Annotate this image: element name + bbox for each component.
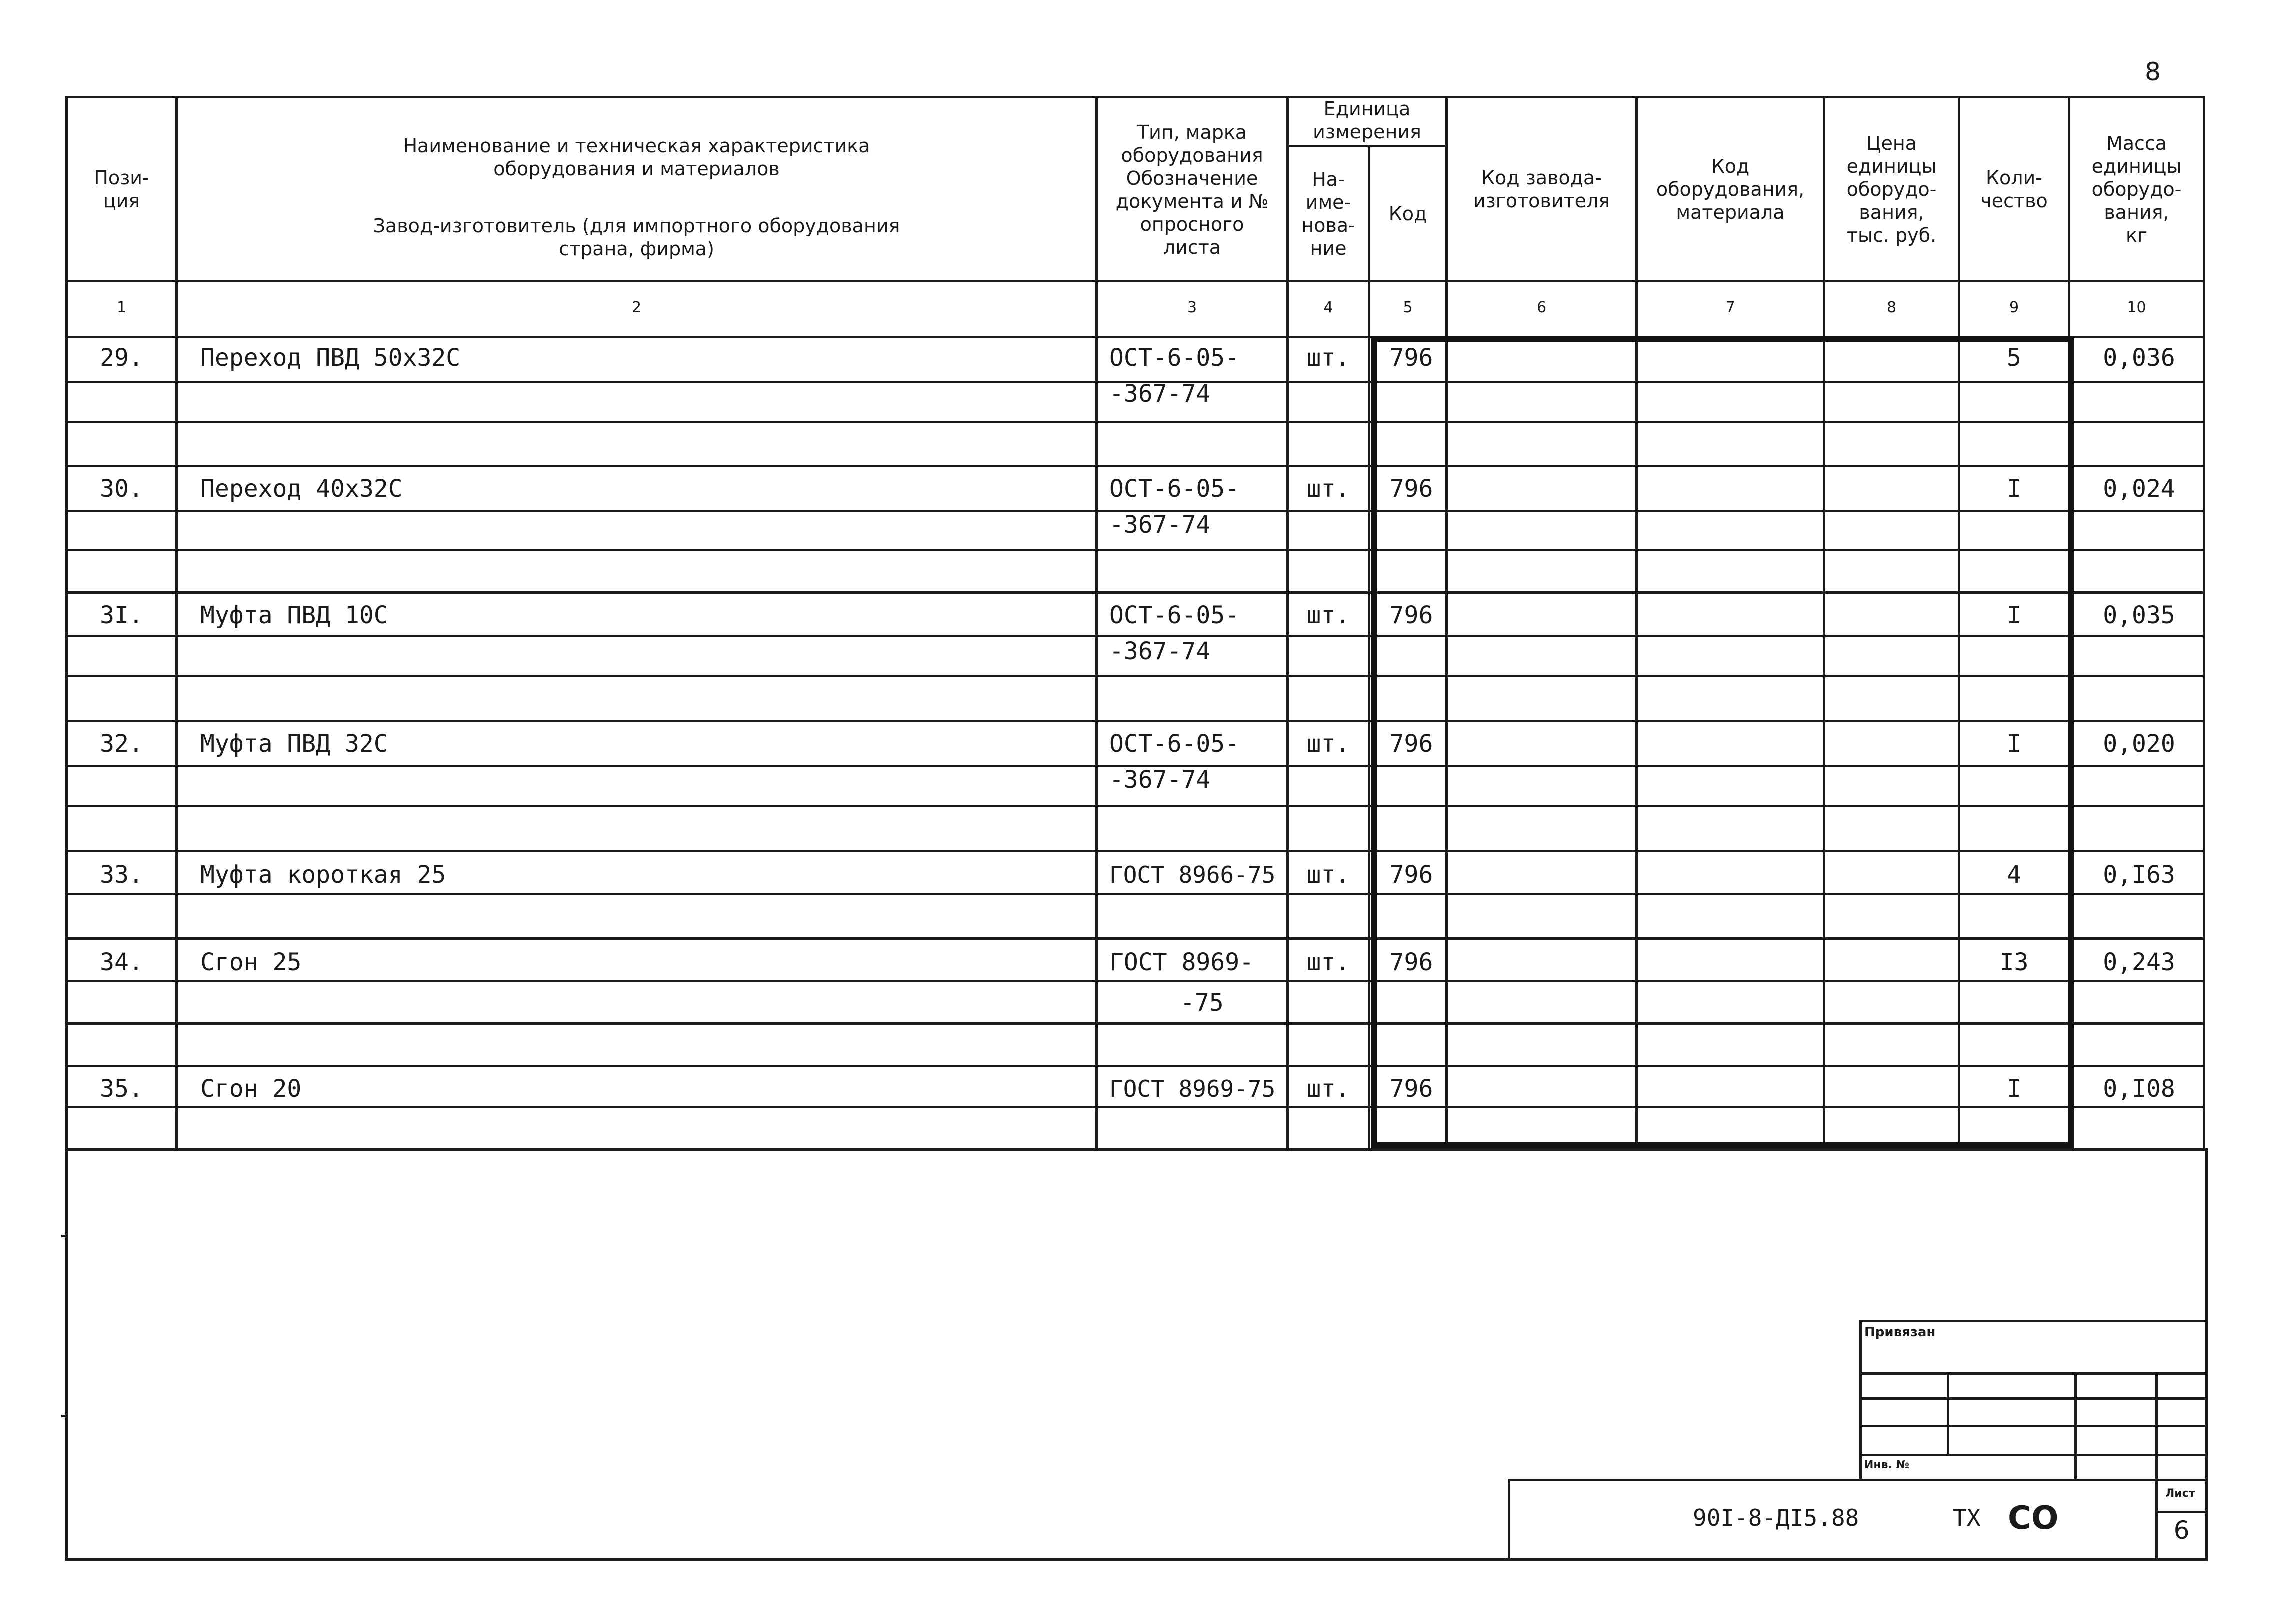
header-unit-code: Код (1388, 202, 1427, 225)
row-document-cont: -367-74 (1109, 380, 1211, 408)
row-mass: 0,020 (2103, 730, 2175, 758)
header-position: Пози- ция (94, 166, 149, 212)
row-mass: 0,024 (2103, 475, 2175, 503)
column-number: 6 (1536, 299, 1547, 316)
header-equipment-code: Код оборудования, материала (1656, 155, 1805, 224)
page-number: 8 (2145, 58, 2161, 86)
row-quantity: I (2007, 602, 2021, 630)
column-number: 2 (631, 299, 642, 316)
row-document: ГОСТ 8969-75 (1109, 1076, 1276, 1102)
row-name: Переход 40х32С (200, 475, 403, 503)
header-name-characteristic: Наименование и техническая характеристика оборудования и материалов (403, 135, 870, 180)
row-unit: шт. (1306, 475, 1350, 503)
row-unit: шт. (1306, 344, 1350, 372)
row-document: ОСТ-6-05- (1109, 475, 1240, 503)
column-number: 9 (2009, 299, 2019, 316)
row-position: 3I. (100, 602, 143, 630)
row-unit-code: 796 (1389, 730, 1433, 758)
row-unit-code: 796 (1389, 475, 1433, 503)
row-unit: шт. (1306, 861, 1350, 889)
column-number: 10 (2127, 299, 2146, 316)
row-name: Сгон 20 (200, 1075, 302, 1103)
column-number: 5 (1403, 299, 1413, 316)
row-document-cont: -367-74 (1109, 638, 1211, 666)
row-quantity: I (2007, 1075, 2021, 1103)
row-unit-code: 796 (1389, 948, 1433, 976)
row-document-cont: -367-74 (1109, 511, 1211, 539)
row-name: Муфта короткая 25 (200, 861, 446, 889)
row-document: ОСТ-6-05- (1109, 602, 1240, 630)
row-name: Сгон 25 (200, 948, 302, 976)
column-number: 3 (1187, 299, 1197, 316)
row-mass: 0,243 (2103, 948, 2175, 976)
header-unit-price: Цена единицы оборудо- вания, тыс. руб. (1846, 132, 1937, 246)
row-document: ОСТ-6-05- (1109, 344, 1240, 372)
row-quantity: 5 (2007, 344, 2021, 372)
row-name: Переход ПВД 50х32С (200, 344, 461, 372)
column-number: 8 (1886, 299, 1897, 316)
row-mass: 0,I08 (2103, 1075, 2175, 1103)
header-manufacturer: Завод-изготовитель (для импортного оборудования страна, фирма) (373, 215, 900, 260)
row-quantity: I (2007, 730, 2021, 758)
row-unit: шт. (1306, 730, 1350, 758)
row-unit-code: 796 (1389, 861, 1433, 889)
header-unit-name: На- име- нова- ние (1301, 168, 1355, 260)
header-quantity: Коли- чество (1980, 166, 2048, 212)
row-position: 29. (100, 344, 143, 372)
row-name: Муфта ПВД 10С (200, 602, 388, 630)
row-document: ГОСТ 8969- (1109, 948, 1254, 976)
row-quantity: 4 (2007, 861, 2021, 889)
section-co: СО (2008, 1500, 2059, 1537)
column-number: 7 (1725, 299, 1735, 316)
row-position: 35. (100, 1075, 143, 1103)
row-position: 33. (100, 861, 143, 889)
document-code: 90I-8-ДI5.88 (1693, 1504, 1859, 1532)
column-number: 4 (1323, 299, 1333, 316)
row-unit: шт. (1306, 948, 1350, 976)
row-document-cont: -367-74 (1109, 766, 1211, 794)
column-number: 1 (116, 299, 127, 316)
section-code: ТХ (1953, 1504, 1981, 1532)
sheet-number: 6 (2173, 1516, 2190, 1545)
row-document: ГОСТ 8966-75 (1109, 862, 1276, 888)
row-quantity: I (2007, 475, 2021, 503)
sheet-label: Лист (2165, 1488, 2195, 1500)
header-factory-code: Код завода- изготовителя (1473, 166, 1610, 212)
row-mass: 0,I63 (2103, 861, 2175, 889)
binding-label: Привязан (1864, 1325, 1936, 1340)
row-quantity: I3 (1999, 948, 2029, 976)
row-position: 34. (100, 948, 143, 976)
row-unit-code: 796 (1389, 344, 1433, 372)
row-mass: 0,036 (2103, 344, 2175, 372)
inventory-label: Инв. № (1864, 1459, 1910, 1472)
row-position: 30. (100, 475, 143, 503)
row-document: ОСТ-6-05- (1109, 730, 1240, 758)
header-unit-mass: Масса единицы оборудо- вания, кг (2091, 132, 2182, 246)
row-mass: 0,035 (2103, 602, 2175, 630)
row-unit: шт. (1306, 602, 1350, 630)
header-unit-group: Единица измерения (1313, 98, 1421, 143)
row-unit: шт. (1306, 1075, 1350, 1103)
row-position: 32. (100, 730, 143, 758)
row-unit-code: 796 (1389, 1075, 1433, 1103)
row-document-cont: -75 (1180, 989, 1224, 1017)
row-name: Муфта ПВД 32С (200, 730, 388, 758)
header-type-document: Тип, марка оборудования Обозначение документа и № опросного листа (1115, 122, 1269, 258)
row-unit-code: 796 (1389, 602, 1433, 630)
